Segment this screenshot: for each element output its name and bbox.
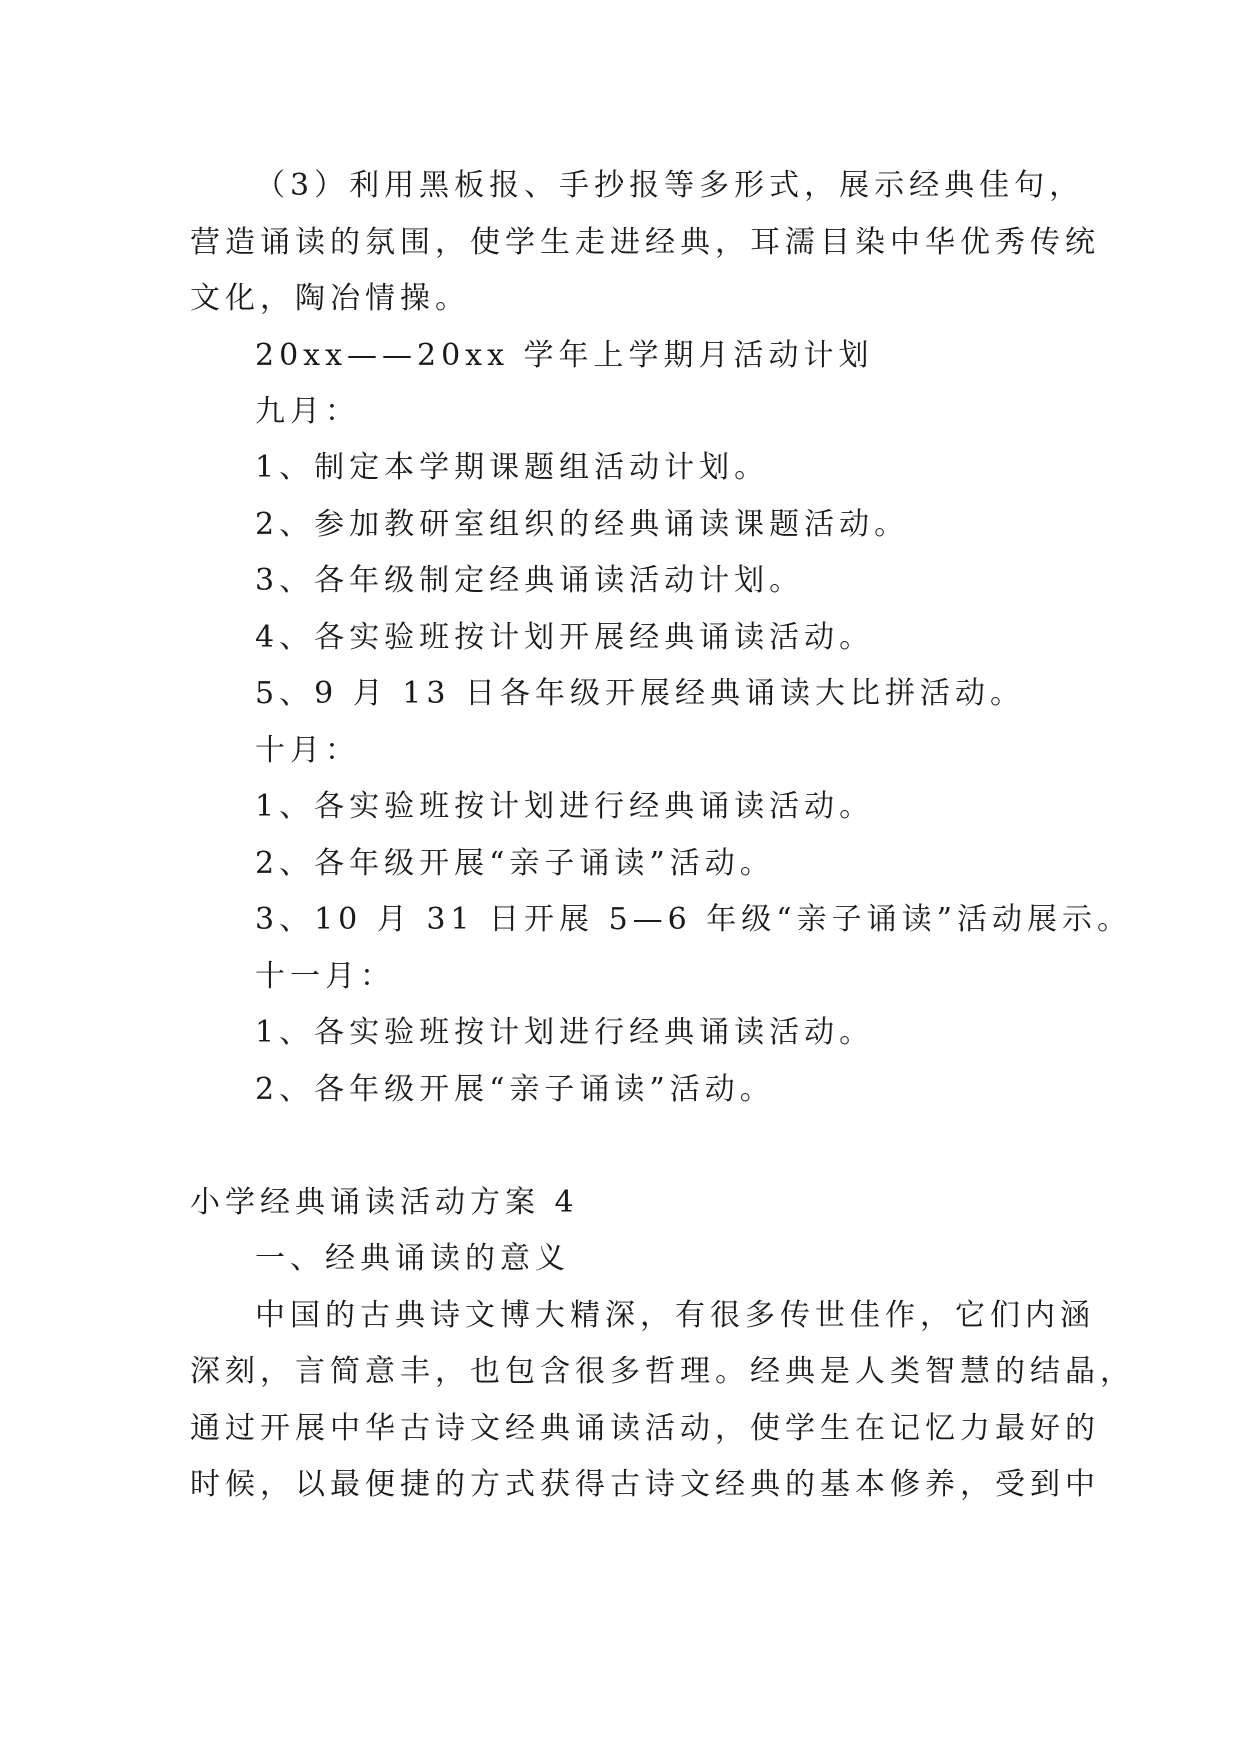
list-item: 2、各年级开展“亲子诵读”活动。 <box>255 1072 775 1107</box>
paragraph-line: 深刻，言简意丰，也包含很多哲理。经典是人类智慧的结晶， <box>190 1354 1135 1389</box>
paragraph-line: 营造诵读的氛围，使学生走进经典，耳濡目染中华优秀传统 <box>190 225 1100 260</box>
list-item: 2、各年级开展“亲子诵读”活动。 <box>255 846 775 881</box>
paragraph-line: 通过开展中华古诗文经典诵读活动，使学生在记忆力最好的 <box>190 1411 1100 1446</box>
list-item: 3、10 月 31 日开展 5—6 年级“亲子诵读”活动展示。 <box>255 902 1132 937</box>
list-item: 1、各实验班按计划进行经典诵读活动。 <box>255 1015 875 1050</box>
list-item: 1、各实验班按计划进行经典诵读活动。 <box>255 789 875 824</box>
list-item: 2、参加教研室组织的经典诵读课题活动。 <box>255 507 910 542</box>
list-item: 3、各年级制定经典诵读活动计划。 <box>255 563 805 598</box>
list-item: 5、9 月 13 日各年级开展经典诵读大比拼活动。 <box>255 676 1025 711</box>
paragraph-line: 时候，以最便捷的方式获得古诗文经典的基本修养，受到中 <box>190 1467 1100 1502</box>
section-heading: 一、经典诵读的意义 <box>255 1241 570 1276</box>
plan-title: 20xx——20xx 学年上学期月活动计划 <box>255 338 874 373</box>
paragraph-line: 文化，陶冶情操。 <box>190 281 470 316</box>
section-title: 小学经典诵读活动方案 4 <box>190 1185 579 1220</box>
month-heading-october: 十月： <box>255 733 360 768</box>
paragraph-line: （3）利用黑板报、手抄报等多形式，展示经典佳句， <box>255 168 1085 203</box>
month-heading-november: 十一月： <box>255 959 395 994</box>
list-item: 4、各实验班按计划开展经典诵读活动。 <box>255 620 875 655</box>
list-item: 1、制定本学期课题组活动计划。 <box>255 450 770 485</box>
paragraph-line: 中国的古典诗文博大精深，有很多传世佳作，它们内涵 <box>255 1298 1095 1333</box>
month-heading-september: 九月： <box>255 394 360 429</box>
